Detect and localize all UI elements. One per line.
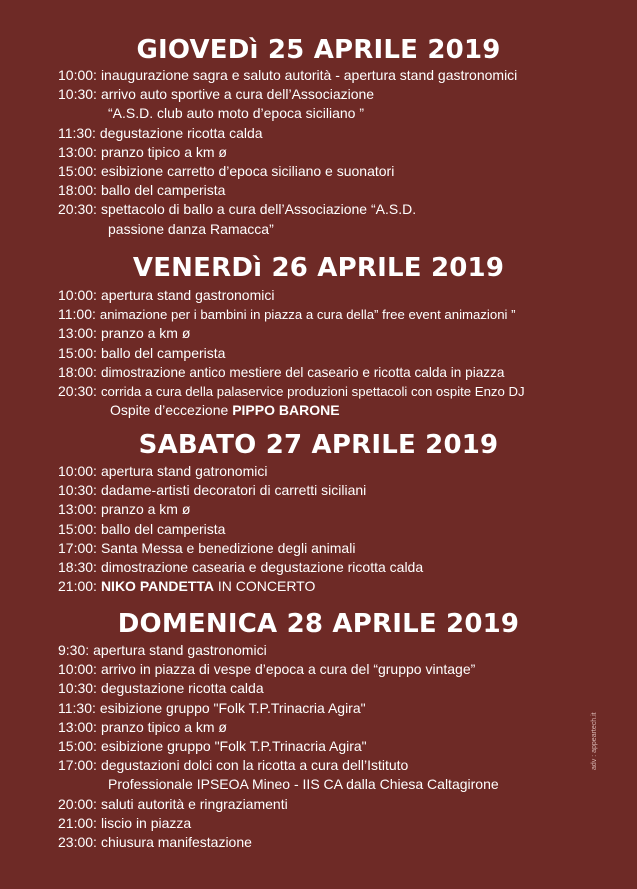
event-row xyxy=(0,85,637,104)
event-row xyxy=(0,679,637,698)
event-time: 18:00: xyxy=(58,182,97,199)
event-desc: pranzo a km ø xyxy=(100,325,191,342)
guest-name: PIPPO BARONE xyxy=(232,402,340,419)
event-desc: esibizione carretto d’epoca siciliano e suonatori xyxy=(100,163,395,180)
event-row xyxy=(0,520,637,539)
event-time: 23:00: xyxy=(58,834,97,851)
event-time: 18:00: xyxy=(58,363,97,380)
event-row xyxy=(0,462,637,481)
event-row xyxy=(0,577,637,596)
event-time: 18:30: xyxy=(58,559,97,576)
event-desc: degustazione ricotta calda xyxy=(100,680,264,697)
event-time: 20:30: xyxy=(58,201,97,218)
event-time: 13:00: xyxy=(58,325,97,342)
event-time: 13:00: xyxy=(58,501,97,518)
event-time: 10:00: xyxy=(58,67,97,83)
event-desc: animazione per i bambini in piazza a cura della” free event animazioni ” xyxy=(99,307,516,323)
event-time: 13:00: xyxy=(58,143,97,160)
event-row xyxy=(0,286,637,305)
event-row xyxy=(0,539,637,558)
event-desc: saluti autorità e ringraziamenti xyxy=(100,795,288,812)
event-desc: dadame-artisti decoratori di carretti siciliani xyxy=(100,482,367,499)
event-desc: inaugurazione sagra e saluto autorità - apertura stand gastronomici xyxy=(100,67,518,83)
event-time: 11:30: xyxy=(58,124,96,141)
event-row xyxy=(0,181,637,200)
event-desc: apertura stand gatronomici xyxy=(100,463,268,479)
day-title: GIOVEDì 25 APRILE 2019 xyxy=(136,35,501,65)
event-row xyxy=(0,833,637,852)
event-desc: ballo del camperista xyxy=(100,520,226,537)
day-events-list xyxy=(0,66,637,239)
event-desc: degustazione ricotta calda xyxy=(99,124,263,141)
event-time: 20:30: xyxy=(58,383,97,400)
event-row xyxy=(0,814,637,833)
event-time: 10:30: xyxy=(58,680,97,697)
event-row xyxy=(0,124,637,143)
event-row xyxy=(0,324,637,343)
event-desc-cont: passione danza Ramacca” xyxy=(108,220,274,237)
event-desc: Santa Messa e benedizione degli animali xyxy=(100,539,356,556)
event-desc: spettacolo di ballo a cura dell’Associazione “A.S.D. xyxy=(100,201,417,218)
event-time: 10:00: xyxy=(58,287,97,303)
event-row xyxy=(0,699,637,718)
event-time: 13:00: xyxy=(58,718,97,735)
event-desc: esibizione gruppo "Folk T.P.Trinacria Agira" xyxy=(100,738,367,755)
event-desc: pranzo tipico a km ø xyxy=(100,718,227,735)
event-desc: dimostrazione casearia e degustazione ricotta calda xyxy=(100,559,424,576)
event-time: 21:00: xyxy=(58,814,97,831)
event-row xyxy=(0,795,637,814)
day-events-list xyxy=(0,462,637,596)
event-row xyxy=(0,481,637,500)
event-row xyxy=(0,718,637,737)
event-row xyxy=(0,344,637,363)
event-desc-cont: “A.S.D. club auto moto d’epoca siciliano ” xyxy=(108,105,365,122)
event-continuation xyxy=(0,401,637,420)
event-time: 11:00: xyxy=(58,306,96,323)
event-desc-suffix: IN CONCERTO xyxy=(213,578,316,595)
event-desc: pranzo a km ø xyxy=(100,501,191,518)
event-row xyxy=(0,737,637,756)
event-row xyxy=(0,660,637,679)
event-row xyxy=(0,66,637,85)
event-continuation xyxy=(0,775,637,794)
event-row xyxy=(0,641,637,660)
event-time: 10:00: xyxy=(58,463,97,479)
event-desc: degustazioni dolci con la ricotta a cura dell’Istituto xyxy=(100,757,409,774)
event-desc: apertura stand gastronomici xyxy=(93,642,267,658)
event-row xyxy=(0,143,637,162)
event-time: 15:00: xyxy=(58,344,97,361)
event-time: 20:00: xyxy=(58,795,97,812)
event-desc: pranzo tipico a km ø xyxy=(100,143,227,160)
event-row xyxy=(0,756,637,775)
event-continuation xyxy=(0,104,637,123)
event-time: 15:00: xyxy=(58,163,97,180)
day-title: DOMENICA 28 APRILE 2019 xyxy=(117,609,520,639)
event-row xyxy=(0,363,637,382)
event-time: 10:30: xyxy=(58,482,97,499)
event-time: 15:00: xyxy=(58,738,97,755)
event-desc: liscio in piazza xyxy=(100,814,192,831)
event-continuation xyxy=(0,220,637,239)
event-row xyxy=(0,500,637,519)
event-time: 21:00: xyxy=(58,578,97,595)
day-title: VENERDì 26 APRILE 2019 xyxy=(132,253,505,283)
event-desc: arrivo in piazza di vespe d’epoca a cura del “gruppo vintage” xyxy=(100,661,476,678)
event-desc: arrivo auto sportive a cura dell’Associazione xyxy=(100,86,375,103)
day-events-list xyxy=(0,641,637,852)
event-row xyxy=(0,162,637,181)
day-events-list xyxy=(0,286,637,420)
event-desc-cont: Ospite d’eccezione xyxy=(110,402,233,419)
event-time: 10:00: xyxy=(58,661,97,678)
event-desc: dimostrazione antico mestiere del caseario e ricotta calda in piazza xyxy=(100,364,505,380)
event-row xyxy=(0,200,637,219)
event-time: 15:00: xyxy=(58,520,97,537)
event-desc: esibizione gruppo "Folk T.P.Trinacria Agira" xyxy=(99,699,366,716)
event-time: 17:00: xyxy=(58,757,97,774)
event-desc: ballo del camperista xyxy=(100,344,226,361)
event-desc xyxy=(97,577,315,596)
event-time: 17:00: xyxy=(58,539,97,556)
event-desc: corrida a cura della palaservice produzioni spettacoli con ospite Enzo DJ xyxy=(100,384,525,400)
performer-name: NIKO PANDETTA xyxy=(100,578,214,595)
event-desc-cont: Professionale IPSEOA Mineo - IIS CA dalla Chiesa Caltagirone xyxy=(108,776,499,793)
event-desc: apertura stand gastronomici xyxy=(100,287,275,303)
credit-text: adv : appeartech.it xyxy=(591,712,598,770)
event-time: 9:30: xyxy=(58,642,90,658)
event-desc: chiusura manifestazione xyxy=(100,834,252,851)
event-row xyxy=(0,558,637,577)
event-time: 11:30: xyxy=(58,699,96,716)
event-row xyxy=(0,305,637,324)
event-desc: ballo del camperista xyxy=(100,182,226,199)
event-time: 10:30: xyxy=(58,86,97,103)
event-row xyxy=(0,382,637,401)
day-title: SABATO 27 APRILE 2019 xyxy=(138,430,499,460)
